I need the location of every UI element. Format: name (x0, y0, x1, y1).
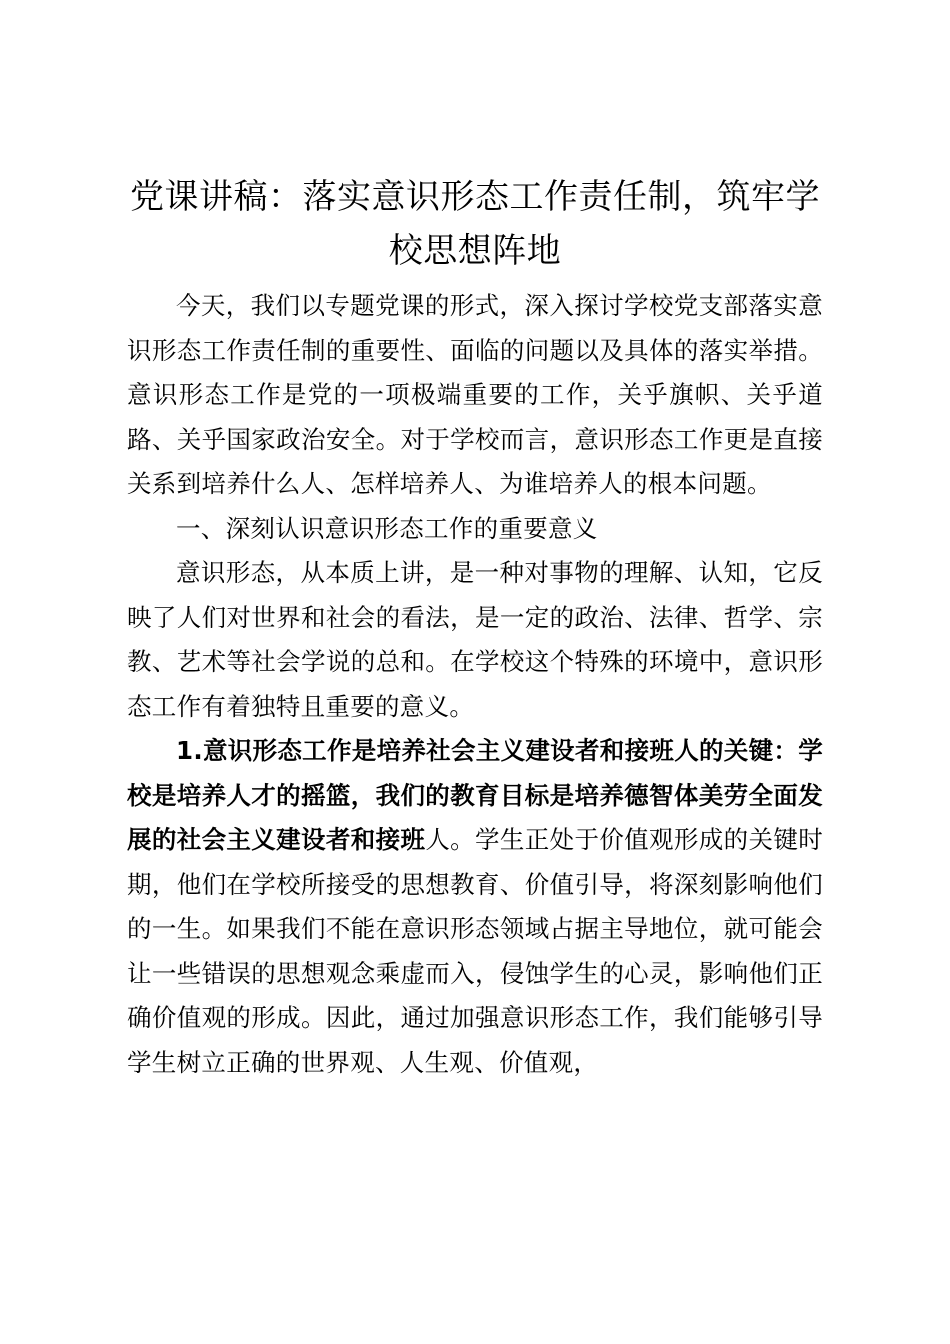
point-body-text: 人。学生正处于价值观形成的关键时期，他们在学校所接受的思想教育、价值引导，将深刻影响他们的一生。如果我们不能在意识形态领域占据主导地位，就可能会让一些错误的思想观念乘虚而入，侵蚀学生的心灵，影响他们正确价值观的形成。因此，通过加强意识形态工作，我们能够引导学生树立正确的世界观、人生观、价值观， (127, 825, 823, 1077)
point-paragraph-1 (127, 729, 823, 1085)
document-title: 党课讲稿：落实意识形态工作责任制，筑牢学校思想阵地 (130, 177, 820, 271)
point-bold-lead: 1.意识形态工作是培养社会主义建设者和接班人的关键：学校是培养人才的摇篮，我们的教育目标是培养德智体美劳全面发展的社会主义建设者和接班 (127, 736, 823, 854)
intro-paragraph: 今天，我们以专题党课的形式，深入探讨学校党支部落实意识形态工作责任制的重要性、面临的问题以及具体的落实举措。意识形态工作是党的一项极端重要的工作，关乎旗帜、关乎道路、关乎国家政治安全。对于学校而言，意识形态工作更是直接关系到培养什么人、怎样培养人、为谁培养人的根本问题。 (127, 291, 823, 498)
document-body (127, 170, 823, 1085)
section-heading-1: 一、深刻认识意识形态工作的重要意义 (176, 513, 598, 543)
section-paragraph-1: 意识形态，从本质上讲，是一种对事物的理解、认知，它反映了人们对世界和社会的看法，是一定的政治、法律、哲学、宗教、艺术等社会学说的总和。在学校这个特殊的环境中，意识形态工作有着独特且重要的意义。 (127, 558, 823, 721)
